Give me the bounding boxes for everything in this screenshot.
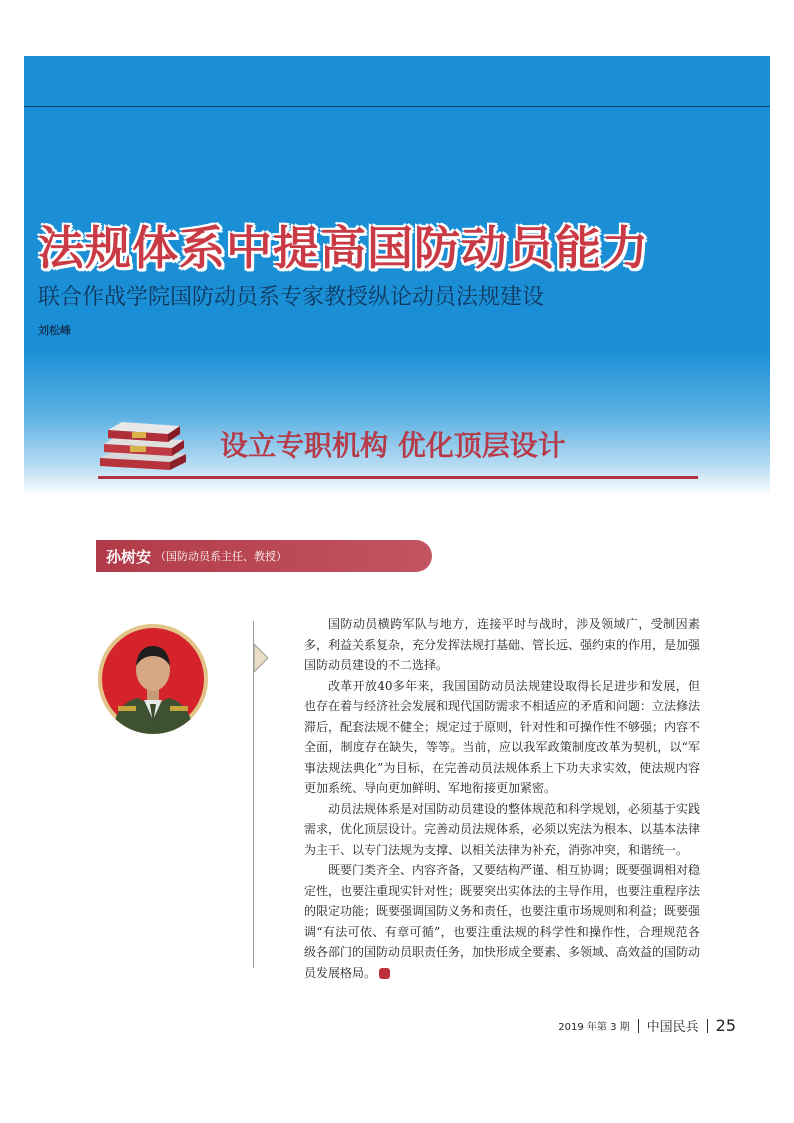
article-author: 刘松峰 <box>38 324 71 337</box>
article-paragraph: 动员法规体系是对国防动员建设的整体规范和科学规划，必须基于实践需求，优化顶层设计。完善动员法规体系，必须以宪法为根本、以基本法律为主干、以专门法规为支撑、以相关法律为补充，消弥冲突，和谐统一。 <box>304 801 701 857</box>
page-footer <box>558 1016 736 1035</box>
footer-separator <box>707 1019 708 1033</box>
expert-portrait <box>98 624 208 734</box>
article-paragraph: 改革开放40多年来，我国国防动员法规建设取得长足进步和发展，但也存在着与经济社会发展和现代国防需求不相适应的矛盾和问题：立法修法滞后，配套法规不健全；规定过于原则，针对性和可操作性不够强；内容不全面，制度存在缺失，等等。当前，应以我军政策制度改革为契机，以“军事法规法典化”为目标，在完善动员法规体系上下功夫求实效，使法规内容更加系统、导向更加鲜明、军地衔接更加紧密。 <box>304 678 701 795</box>
banner-top-rule <box>24 106 770 107</box>
article-body <box>304 614 700 983</box>
issue-label: 2019 年第 3 期 <box>558 1022 630 1033</box>
article-subtitle: 联合作战学院国防动员系专家教授纵论动员法规建设 <box>38 285 545 310</box>
footer-separator <box>638 1019 639 1033</box>
pointer-arrow-icon <box>254 644 268 672</box>
magazine-name: 中国民兵 <box>646 1020 699 1035</box>
expert-name: 孙树安 <box>106 547 152 566</box>
column-divider <box>253 621 254 968</box>
section-rule <box>98 476 698 479</box>
article-main-title: 法规体系中提高国防动员能力 <box>38 221 649 275</box>
article-end-mark-icon <box>379 968 390 979</box>
article-paragraph: 国防动员横跨军队与地方，连接平时与战时，涉及领域广，受制因素多，利益关系复杂，充分发挥法规打基础、管长远、强约束的作用，是加强国防动员建设的不二选择。 <box>304 617 701 672</box>
expert-name-bar <box>96 540 432 572</box>
article-paragraph-text: 既要门类齐全、内容齐备，又要结构严谨、相互协调；既要强调相对稳定性，也要注重现实针对性；既要突出实体法的主导作用，也要注重程序法的限定功能；既要强调国防义务和责任，也要注重市场规则和利益；既要强调“有法可依、有章可循”，也要注重法规的科学性和操作性，合理规范各级各部门的国防动员职责任务，加快形成全要素、多领域、高效益的国防动员发展格局。 <box>304 863 701 980</box>
page-number: 25 <box>715 1016 736 1035</box>
article-paragraph <box>304 860 700 983</box>
stacked-books-icon <box>96 418 188 472</box>
section-title: 设立专职机构 优化顶层设计 <box>220 429 566 462</box>
expert-role: （国防动员系主任、教授） <box>155 550 288 563</box>
